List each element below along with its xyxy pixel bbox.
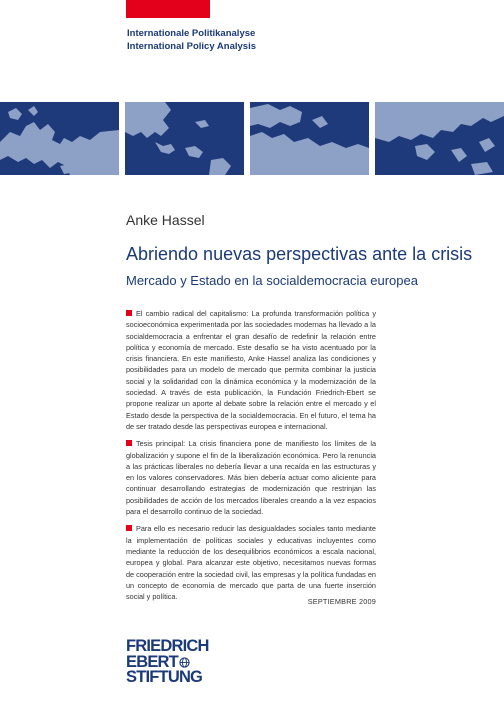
- bullet-square-icon: [126, 440, 132, 446]
- summary-text: [126, 308, 376, 608]
- summary-paragraph: [126, 438, 376, 517]
- map-tile-europe: [0, 102, 119, 175]
- accent-bar: [126, 0, 210, 18]
- series-title-english: International Policy Analysis: [127, 41, 256, 52]
- logo-line-1: FRIEDRICH: [126, 637, 209, 655]
- series-title-german: Internationale Politikanalyse: [127, 28, 256, 39]
- bullet-square-icon: [126, 525, 132, 531]
- author-name: Anke Hassel: [126, 212, 205, 228]
- document-subtitle: Mercado y Estado en la socialdemocracia europea: [126, 273, 418, 288]
- paragraph-text: El cambio radical del capitalismo: La profunda transformación política y socioeconómica experimentada por las sociedades modernas ha llevado a la socialdemocracia a enfrentar el gran desafío de redefinir la relación entre política y economía de mercado. Este desafío se ha visto acentuado por la crisis financiera. En este manifiesto, Anke Hassel analiza las condiciones y posibilidades para un modelo de mercado que permita combinar la justicia social y la solidaridad con la dinámica económica y la modernización de la sociedad. A través de esta publicación, la Fundación Friedrich-Ebert se propone realizar un aporte al debate sobre la relación entre el mercado y el Estado desde la perspectiva de la socialdemocracia. En el futuro, el tema ha de ser tratado desde las perspectivas europea e internacional.: [126, 309, 376, 431]
- paragraph-text: Para ello es necesario reducir las desigualdades sociales tanto mediante la implementación de políticas sociales y educativas incluyentes como mediante la reducción de los desequilibrios económicos a escala nacional, europea y global. Para alcanzar este objetivo, necesitamos nuevas formas de cooperación entre la sociedad civil, las empresas y la política fundadas en un concepto de economía de mercado que parta de una fuerte inserción social y política.: [126, 524, 376, 602]
- summary-paragraph: [126, 308, 376, 432]
- logo-line-3: STIFTUNG: [126, 668, 203, 686]
- map-tile-middle-east: [250, 102, 369, 175]
- document-title: Abriendo nuevas perspectivas ante la crisis: [126, 244, 473, 264]
- globe-icon: [179, 657, 190, 668]
- summary-paragraph: [126, 523, 376, 602]
- bullet-square-icon: [126, 310, 132, 316]
- logo-word-ebert: EBERT: [126, 652, 178, 671]
- paragraph-text: Tesis principal: La crisis financiera pone de manifiesto los límites de la globalización y supone el fin de la liberalización económica. Pero la renuncia a las prácticas liberales no debería llevar a una recaída en las estructuras y en los valores conservadores. Más bien debería actuar como aliciente para continuar desarrollando estrategias de modernización que restrinjan las posibilidades de acción de los mercados liberales creando a la vez espacios para el desarrollo continuo de la sociedad.: [126, 439, 376, 517]
- map-tile-americas: [125, 102, 244, 175]
- publication-date: SEPTIEMBRE 2009: [307, 597, 376, 606]
- map-tile-asia: [375, 102, 504, 175]
- world-map-banner: [0, 102, 504, 175]
- fes-logo: [126, 639, 236, 686]
